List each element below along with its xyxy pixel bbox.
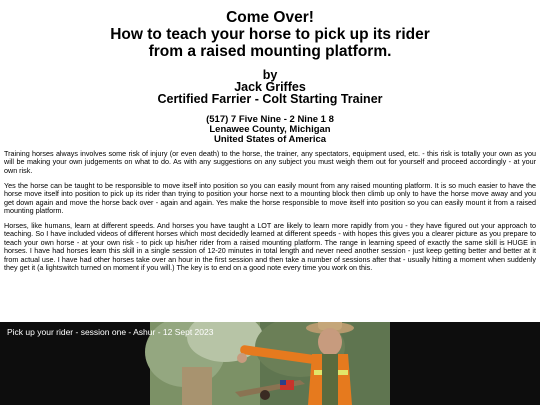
intro-paragraph: Yes the horse can be taught to be responsible to move itself into position so you can easily mount from any raised mounting platform. It is so much easier to have the horse move itself into position to pick up its rider than trying to position your horse next to a mounting block then climb up only to have the horse move away and you get down again and move the horse back over - again and again. Yes make the horse responsible to move itself into position so you can easily mount it from a raised mounting platform. xyxy=(4,181,536,216)
learning-speed-paragraph: Horses, like humans, learn at different speeds. And horses you have taught a LOT are likely to learn more rapidly from you - they have figured out your approach to teaching. So I have included videos of different horses which most decidedly learned at different speeds - with hopes this gives you a clearer picture as you prepare to teach your own horse - at your own risk - to pick up his/her rider from a raised mounting platform. The range in learning speed of exactly the same skill is HUGE in horses. I have had horses learn this skill in a single session of 12-20 minutes in total length and never need another session - just keep getting better and better at it from actual use. I have had other horses take over an hour in the first session and then take a number of sessions after that - usually hitting a moment when suddenly they get it (a lightswitch turned on moment if you will.) The key is to end on a good note every time you work on this. xyxy=(4,221,536,273)
byline-by: by xyxy=(262,68,278,82)
page-title-line-1: Come Over! xyxy=(226,9,314,26)
video-player[interactable] xyxy=(0,322,540,405)
risk-disclaimer-paragraph: Training horses always involves some risk of injury (or even death) to the horse, the trainer, any spectators, equipment used, etc. - this risk is totally your own as you will be making your own judgements on what to do. As with any suggestions on any subject you must weigh them out for yourself and proceed accordingly - at your own risk. xyxy=(4,149,536,175)
contact-phone: (517) 7 Five Nine - 2 Nine 1 8 xyxy=(206,114,334,125)
author-role: Certified Farrier - Colt Starting Trainer xyxy=(157,92,383,106)
author-name: Jack Griffes xyxy=(234,80,306,94)
page-title-line-2: How to teach your horse to pick up its rider xyxy=(110,26,430,43)
video-title[interactable]: Pick up your rider - session one - Ashur - 12 Sept 2023 xyxy=(7,327,214,337)
contact-country: United States of America xyxy=(213,134,327,145)
contact-location: Lenawee County, Michigan xyxy=(209,124,331,135)
page-title-line-3: from a raised mounting platform. xyxy=(148,43,392,60)
